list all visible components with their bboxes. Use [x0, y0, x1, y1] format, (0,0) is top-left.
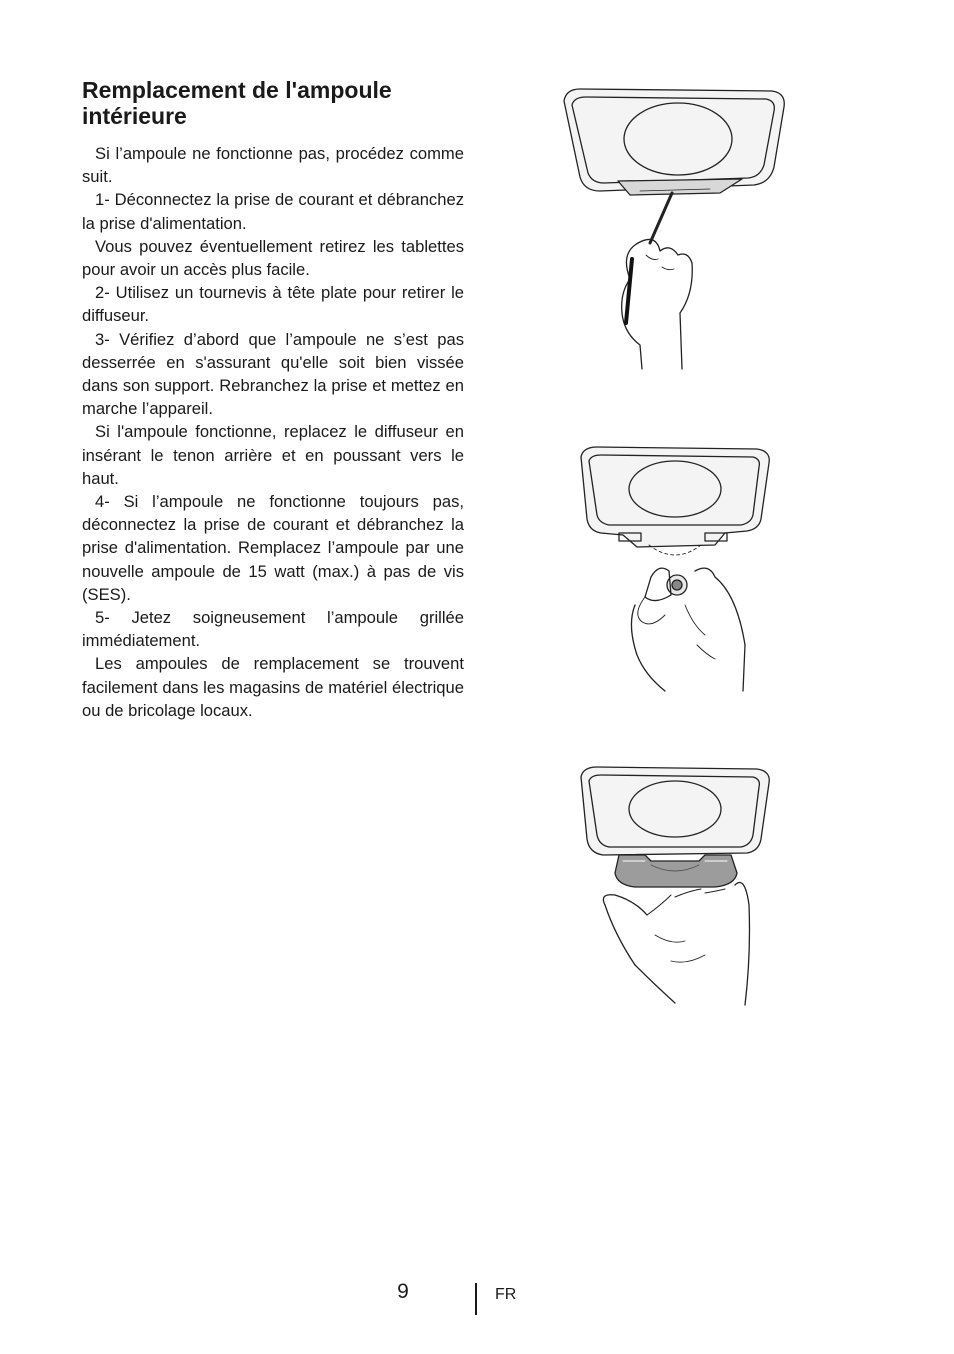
paragraph-step-1: 1- Déconnectez la prise de courant et débranchez la prise d'alimentation. — [82, 190, 464, 233]
paragraph-step-4: 4- Si l’ampoule ne fonctionne toujours pas, déconnectez la prise de courant et débranchez la prise d'alimentation. Remplacez l’ampoule par une nouvelle ampoule de 15 watt (max.) à pas de vis (SES). — [82, 492, 464, 604]
language-label: FR — [495, 1286, 517, 1303]
illustration-remove-diffuser — [560, 83, 790, 373]
instructions-text — [82, 142, 464, 722]
paragraph-intro: Si l’ampoule ne fonctionne pas, procédez comme suit. — [82, 144, 464, 187]
footer-divider — [475, 1283, 477, 1315]
paragraph-step-3: 3- Vérifiez d’abord que l’ampoule ne s’est pas desserrée en s'assurant qu'elle soit bien vissée dans son support. Rebranchez la prise et mettez en marche l’appareil. — [82, 329, 464, 419]
page-title: Remplacement de l'ampoule intérieure — [82, 77, 392, 129]
paragraph-replace-diffuser: Si l'ampoule fonctionne, replacez le diffuseur en insérant le tenon arrière et en poussant vers le haut. — [82, 422, 464, 488]
illustration-replace-diffuser — [575, 765, 775, 1010]
paragraph-replacement-info: Les ampoules de remplacement se trouvent facilement dans les magasins de matériel électrique ou de bricolage locaux. — [82, 654, 464, 720]
illustration-unscrew-bulb — [575, 445, 775, 697]
paragraph-step-2: 2- Utilisez un tournevis à tête plate pour retirer le diffuseur. — [82, 283, 464, 326]
page-number: 9 — [397, 1280, 409, 1303]
paragraph-shelves-note: Vous pouvez éventuellement retirez les tablettes pour avoir un accès plus facile. — [82, 236, 464, 280]
paragraph-step-5: 5- Jetez soigneusement l’ampoule grillée immédiatement. — [82, 608, 464, 651]
